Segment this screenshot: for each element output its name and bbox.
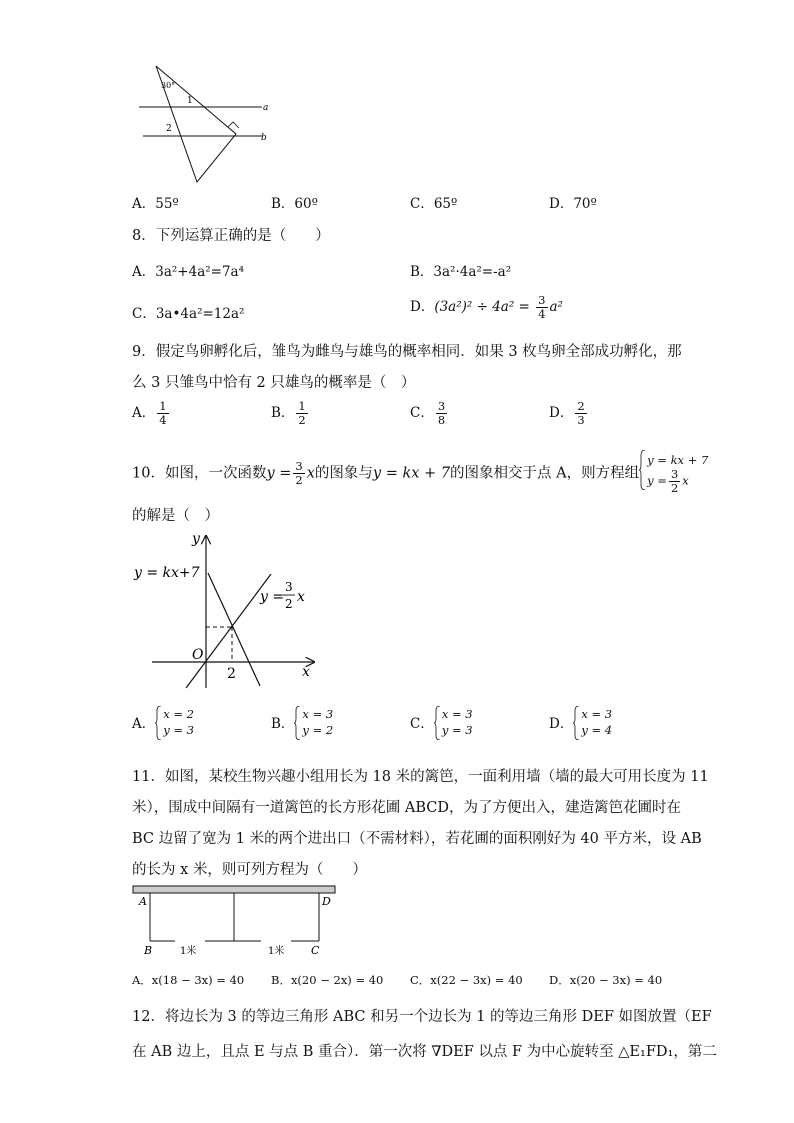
q10-line1-label: y = kx+7 [134,565,200,581]
q10-line2-label-den: 2 [285,597,293,611]
q11-label-c: C [311,944,320,957]
q8-option-a[interactable]: A．3a²+4a²=7a⁴ [132,264,245,280]
q11-label-d: D [322,895,331,908]
q10-tick-2: 2 [227,666,236,682]
q10-line2: 的解是（ ） [132,508,219,524]
q7-option-d[interactable]: D．70º [549,196,597,212]
q7-figure [135,60,275,185]
q11-option-c[interactable]: C．x(22 − 3x) = 40 [410,973,523,987]
q10-option-b[interactable]: B． x = 3 y = 2 [271,706,333,738]
q12-line1: 12．将边长为 3 的等边三角形 ABC 和另一个边长为 1 的等边三角形 DEF 如图放置（EF [132,1009,712,1025]
q11-label-b: B [144,944,153,957]
q9-option-a[interactable]: A． $\frac{1}{4}$ [132,399,167,427]
q9-option-b[interactable]: B． $\frac{1}{2}$ [271,399,306,427]
q10-graph [130,528,330,693]
q10-stem: 10．如图，一次函数y = $\frac{3}{2}$ x的图象与y = kx + 7的图象相交于点 A，则方程组 y = kx + 7 y = $\frac{3}{2}$ x [132,452,708,495]
q8-option-d-tail: a² [549,299,563,315]
q11-line2: 米），围成中间隔有一道篱笆的长方形花圃 ABCD，为了方便出入，建造篱笆花圃时在 [132,800,681,816]
q11-option-b[interactable]: B．x(20 − 2x) = 40 [271,973,384,987]
q11-label-a: A [139,895,147,908]
q7-line-a: a [263,103,269,113]
q7-label-1: 1 [187,96,193,106]
q8-option-d-lhs: (3a²)² ÷ 4a² = [434,299,530,315]
q12-line2: 在 AB 边上，且点 E 与点 B 重合）．第一次将 ∇DEF 以点 F 为中心旋转至 △E₁FD₁，第二 [132,1044,717,1060]
q11-line1: 11．如图，某校生物兴趣小组用长为 18 米的篱笆，一面利用墙（墙的最大可用长度为 11 [132,769,709,785]
q7-option-c[interactable]: C．65º [410,196,458,212]
q7-option-b[interactable]: B．60º [271,196,318,212]
q11-option-d[interactable]: D．x(20 − 3x) = 40 [549,973,663,987]
q7-angle-label: 30° [161,81,176,90]
q8-option-d-fraction: $\frac{3}{4}$ [538,293,546,321]
q10-line2-label-tail: x [297,589,305,605]
q8-option-b[interactable]: B．3a²·4a²=-a² [410,264,512,280]
q8-option-d-prefix: D． [410,299,435,315]
q11-gap1-label: 1米 [180,946,197,957]
q7-label-2: 2 [166,124,172,134]
q10-option-a[interactable]: A． x = 2 y = 3 [132,706,194,738]
q10-line2-label-lhs: y = [260,589,285,605]
q11-figure [130,882,340,960]
q10-axis-y-label: y [192,531,200,547]
q10-origin-label: O [192,647,204,663]
q11-option-a[interactable]: A．x(18 − 3x) = 40 [132,973,245,987]
q9-line2: 么 3 只雏鸟中恰有 2 只雄鸟的概率是（ ） [132,375,416,391]
q7-option-a[interactable]: A．55º [132,196,179,212]
q11-line3: BC 边留了宽为 1 米的两个进出口（不需材料），若花圃的面积刚好为 40 平方米，设 AB [132,831,702,847]
q10-option-c[interactable]: C． x = 3 y = 3 [410,706,473,738]
q8-option-c[interactable]: C．3a•4a²=12a² [132,306,245,322]
q10-equation-system: y = kx + 7 y = $\frac{3}{2}$ x [639,452,708,495]
q11-gap2-label: 1米 [268,946,285,957]
q9-line1: 9．假定鸟卵孵化后，雏鸟为雌鸟与雄鸟的概率相同．如果 3 枚鸟卵全部成功孵化，那 [132,344,682,360]
q11-line4: 的长为 x 米，则可列方程为（ ） [132,862,367,878]
q10-option-d[interactable]: D． x = 3 y = 4 [549,706,612,738]
q8-option-d[interactable] [410,294,563,321]
q10-axis-x-label: x [302,664,310,680]
q9-option-c[interactable]: C． $\frac{3}{8}$ [410,399,446,427]
q7-line-b: b [261,133,267,143]
q9-option-d[interactable]: D． $\frac{2}{3}$ [549,399,585,427]
q10-line2-label-num: 3 [285,580,293,594]
q8-stem: 8．下列运算正确的是（ ） [132,228,330,244]
